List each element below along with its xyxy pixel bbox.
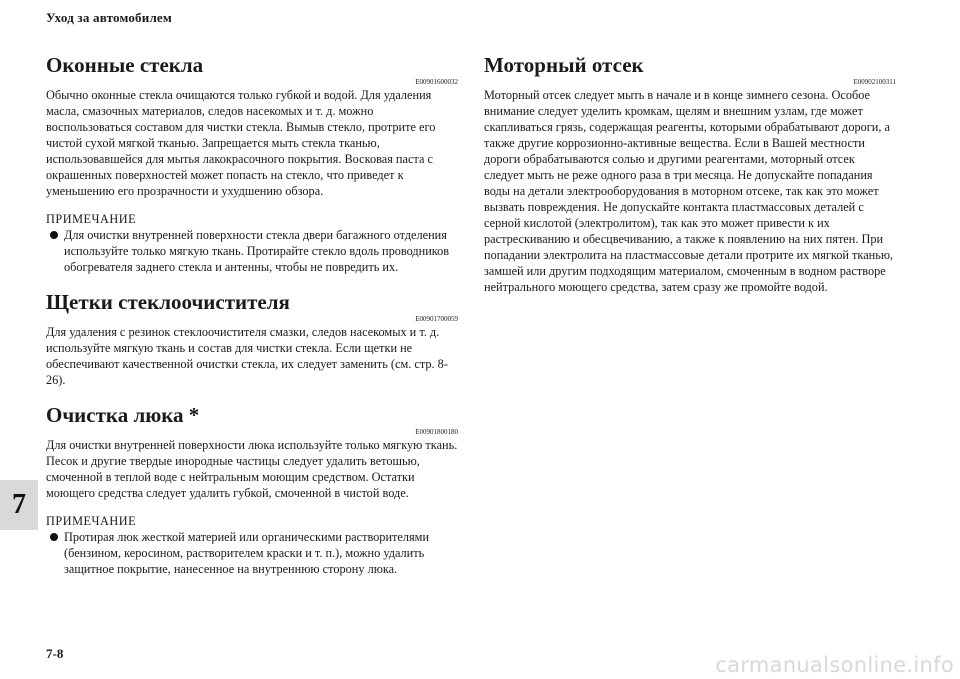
section-title-windows: Оконные стекла [46, 53, 204, 77]
watermark: carmanualsonline.info [715, 653, 954, 677]
section-title-engine: Моторный отсек [484, 53, 644, 77]
right-column [484, 52, 896, 309]
paragraph-sunroof: Для очистки внутренней поверхности люка используйте только мягкую ткань. Песок и другие твердые инородные частицы следует удалить ветошью, смоченной в теплой воде с нейтральным моющим средством. Остатки моющего средства следует удалить губкой, смоченной в чистой воде. [46, 438, 458, 500]
note-label-sunroof: ПРИМЕЧАНИЕ [46, 514, 137, 528]
section-code-wipers: E00901700059 [415, 315, 458, 323]
section-wipers [46, 289, 458, 388]
note-item-windows [46, 227, 458, 275]
note-text-windows: Для очистки внутренней поверхности стекла двери багажного отделения используйте только мягкую ткань. Протирайте стекло вдоль проводников обогревателя заднего стекла и антенны, чтобы не повредить их. [64, 228, 450, 274]
section-windows [46, 52, 458, 275]
chapter-number: 7 [12, 489, 26, 520]
bullet-icon [50, 231, 58, 239]
page-number: 7-8 [46, 646, 64, 661]
paragraph-windows: Обычно оконные стекла очищаются только губкой и водой. Для удаления масла, смазочных материалов, следов насекомых и т. д. можно воспользоваться составом для чистки стекла. Вымыв стекло, протрите его чистой сухой мягкой тканью. Запрещается мыть стекла тканью, использовавшейся для мытья лакокрасочного покрытия. Восковая паста с окрашенных поверхностей может попасть на стекло, что приведет к уменьшению его прозрачности и ухудшению обзора. [46, 88, 436, 198]
section-code-sunroof: E00901800180 [415, 428, 458, 436]
bullet-icon [50, 533, 58, 541]
page-header: Уход за автомобилем [46, 10, 172, 25]
paragraph-engine: Моторный отсек следует мыть в начале и в конце зимнего сезона. Особое внимание следует уделить кромкам, щелям и внешним узлам, где может скапливаться грязь, содержащая реагенты, которыми обрабатывают дороги, а также другие коррозионно-активные вещества. Если в Вашей местности дороги обрабатываются солью и другими реагентами, моторный отсек следует мыть не реже одного раза в три месяца. Не допускайте попадания воды на детали электрооборудования в моторном отсеке, так как это может вызвать повреждения. Не допускайте контакта пластмассовых деталей с серной кислотой (электролитом), так как это может привести к их растрескиванию и обесцвечиванию, а также к появлению на них пятен. При попадании электролита на пластмассовые детали протрите их мягкой тканью, замшей или другим подходящим материалом, смоченным в водном растворе нейтрального моющего средства, затем сразу же промойте водой. [484, 88, 894, 294]
chapter-tab [0, 480, 38, 530]
section-sunroof [46, 402, 458, 577]
note-item-sunroof [46, 529, 458, 577]
section-code-engine: E00902100311 [853, 78, 896, 86]
paragraph-wipers: Для удаления с резинок стеклоочистителя смазки, следов насекомых и т. д. используйте мягкую ткань и состав для чистки стекла. Если щетки не обеспечивают качественной очистки стекла, их следует заменить (см. стр. 8-26). [46, 325, 448, 387]
left-column [46, 52, 458, 591]
section-code-windows: E00901600032 [415, 78, 458, 86]
section-engine [484, 52, 896, 295]
note-label-windows: ПРИМЕЧАНИЕ [46, 212, 137, 226]
section-title-sunroof: Очистка люка * [46, 403, 200, 427]
note-text-sunroof: Протирая люк жесткой материей или органическими растворителями (бензином, керосином, растворителем краски и т. п.), можно удалить защитное покрытие, нанесенное на внутреннюю сторону люка. [64, 530, 430, 576]
section-title-wipers: Щетки стеклоочистителя [46, 290, 290, 314]
